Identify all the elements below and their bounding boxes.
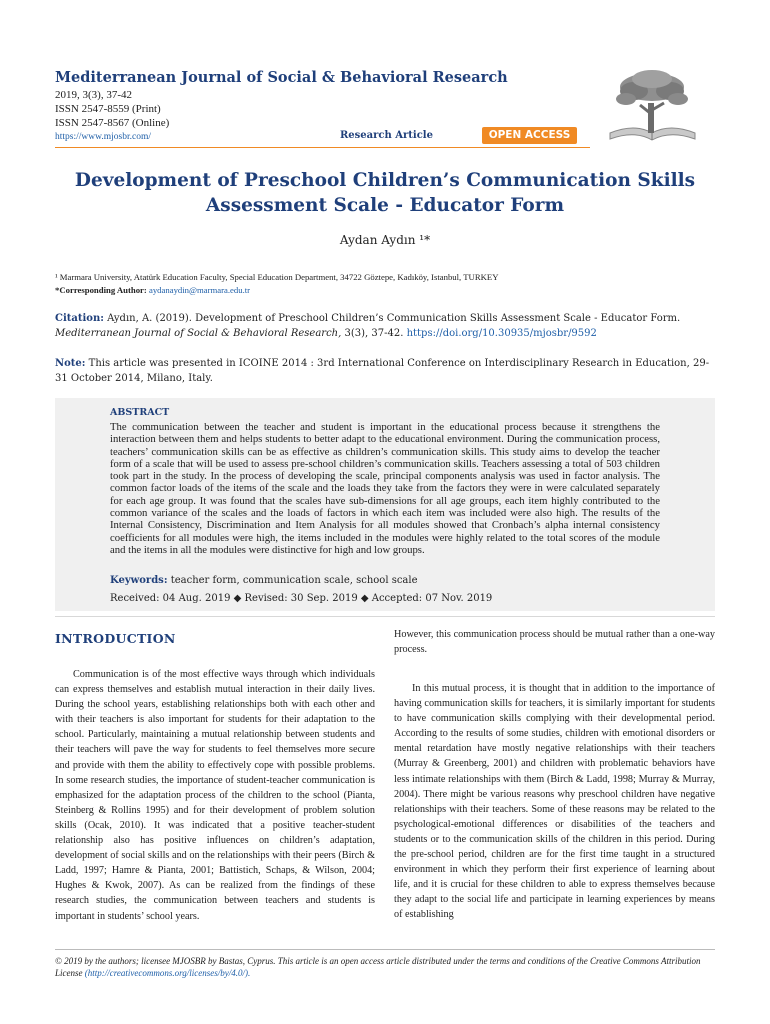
license-url[interactable]: (http://creativecommons.org/licenses/by/4.0/). <box>84 968 251 978</box>
tree-on-book-logo <box>590 65 715 145</box>
article-title <box>40 168 730 218</box>
abstract-text: The communication between the teacher and student is important in the educational process because it strengthens the interaction between them and helps students to better adapt to the educational environment. During the communication process, teachers’ communication skills can be as effective as children’s communication skills. This study aims to develop the teacher form of a scale that will be used to assess pre-school children’s communication skills. Teachers assessing a total of 503 children took part in the study. In the process of developing the scale, principal components analysis was used in factor analysis. The common factor loads of the items of the scale and the loads they take from the factors they were in were calculated separately for each age group. It was found that the scales have sub-dimensions for all age groups, each item highly contributed to the common variance of the scales and the loads of factors in which each item was included were also high. The results of the Internal Consistency, Discrimination and Item Analysis for all modules showed that Cronbach’s alpha internal consistency coefficients for all modules were high, the items included in the modules were highly related to the total scores of the module and the items in all the modules were distinctive for high and low groups. <box>110 421 660 556</box>
article-dates: Received: 04 Aug. 2019 ◆ Revised: 30 Sep. 2019 ◆ Accepted: 07 Nov. 2019 <box>110 593 493 604</box>
keywords <box>110 575 418 586</box>
title-line-1: Development of Preschool Children’s Communication Skills <box>74 170 696 191</box>
abstract-separator <box>55 616 715 617</box>
corresponding-email[interactable]: aydanaydin@marmara.edu.tr <box>148 285 251 295</box>
intro-paragraph-3: In this mutual process, it is thought that in addition to the importance of having communication skills for teachers, it is similarly important for students to have communication skills complying with their developmental period. According to the results of some studies, children with emotional disorders or mental retardation have mostly negative relationships with their teachers (Murray & Greenberg, 2001) and children with problematic behaviors have less intimate relationships with them (Birch & Ladd, 1998; Murray & Murray, 2004). There might be various reasons why preschool children have negative relationships with their teachers. Some of these reasons may be related to the psychological-emotional differences or disabilities of the teachers and students or to the communication skills of the children in this period. During the pre-school period, children are for the first time taught in a structured environment in which they perform their first experience of learning about life, and it is crucial for these children to able to express themselves because they adapt to the social life and participate in learning experiences by means of establishing <box>394 683 715 921</box>
intro-left-column <box>55 667 375 924</box>
author-name: Aydan Aydın ¹* <box>339 233 431 247</box>
corresponding-author <box>55 284 498 297</box>
header-rule <box>55 147 590 148</box>
license-text: © 2019 by the authors; licensee MJOSBR by Bastas, Cyprus. This article is an open access article distributed under the terms and conditions of the Creative Commons Attribution License <box>55 956 701 978</box>
issn-print: ISSN 2547-8559 (Print) <box>55 103 161 115</box>
intro-paragraph-2: However, this communication process should be mutual rather than a one-way process. <box>394 629 715 656</box>
journal-name: Mediterranean Journal of Social & Behavioral Research <box>55 69 508 86</box>
license-footer <box>55 955 715 979</box>
intro-paragraph-1: Communication is of the most effective ways through which individuals can express themselves and establish mutual interaction in their daily lives. During the school years, establishing relationships both with each other and with their teachers is also important for students for their adaptation to the school. Particularly, maintaining a mutual relationship between students and their teachers will pave the way for students to feel themselves more secure and provide with them the ability to effectively cope with possible problems. In some research studies, the importance of student-teacher communication is emphasized for the adaptation process of the children to the school (Pianta, Steinberg & Rollins 1995) and for their development of problem solution skills (Ocak, 2010). It was indicated that a positive teacher-student relationship also has positive influences on children’s adaptation, development of social skills and on the relationships with their peers (Birch & Ladd, 1997; Hamre & Pianta, 2001; Battistich, Schaps, & Wilson, 2004; Hughes & Kwok, 2007). As can be realized from the findings of these research studies, the communication between teachers and students is important in students’ school years. <box>55 669 375 922</box>
open-access-badge: OPEN ACCESS <box>482 127 577 144</box>
introduction-heading: INTRODUCTION <box>55 631 176 646</box>
corresponding-label: *Corresponding Author: <box>55 285 147 295</box>
note-label: Note: <box>55 358 86 369</box>
title-line-2: Assessment Scale - Educator Form <box>205 195 565 216</box>
issn-online: ISSN 2547-8567 (Online) <box>55 117 170 129</box>
intro-right-column <box>394 681 715 923</box>
journal-url[interactable]: https://www.mjosbr.com/ <box>55 132 151 142</box>
note <box>55 356 715 386</box>
citation <box>55 311 715 341</box>
keywords-text: teacher form, communication scale, school scale <box>170 575 418 586</box>
intro-right-column-top <box>394 627 715 657</box>
citation-journal: Mediterranean Journal of Social & Behavioral Research, <box>55 328 342 339</box>
note-text: This article was presented in ICOINE 2014 : 3rd International Conference on Interdisciplinary Research in Education, 29-31 October 2014, Milano, Italy. <box>55 358 710 384</box>
volume-info: 2019, 3(3), 37-42 <box>55 89 132 101</box>
abstract-heading: ABSTRACT <box>110 407 170 418</box>
footer-rule <box>55 949 715 950</box>
citation-text: Aydın, A. (2019). Development of Preschool Children’s Communication Skills Assessment Scale - Educator Form. <box>107 313 681 324</box>
citation-doi[interactable]: https://doi.org/10.30935/mjosbr/9592 <box>406 328 597 339</box>
article-type: Research Article <box>340 130 433 141</box>
affiliation-block <box>55 271 498 297</box>
keywords-label: Keywords: <box>110 575 168 586</box>
citation-label: Citation: <box>55 313 104 324</box>
citation-issue: 3(3), 37-42. <box>344 328 404 339</box>
affiliation: ¹ Marmara University, Atatürk Education Faculty, Special Education Department, 34722 Göztepe, Kadıköy, Istanbul, TURKEY <box>55 272 499 282</box>
